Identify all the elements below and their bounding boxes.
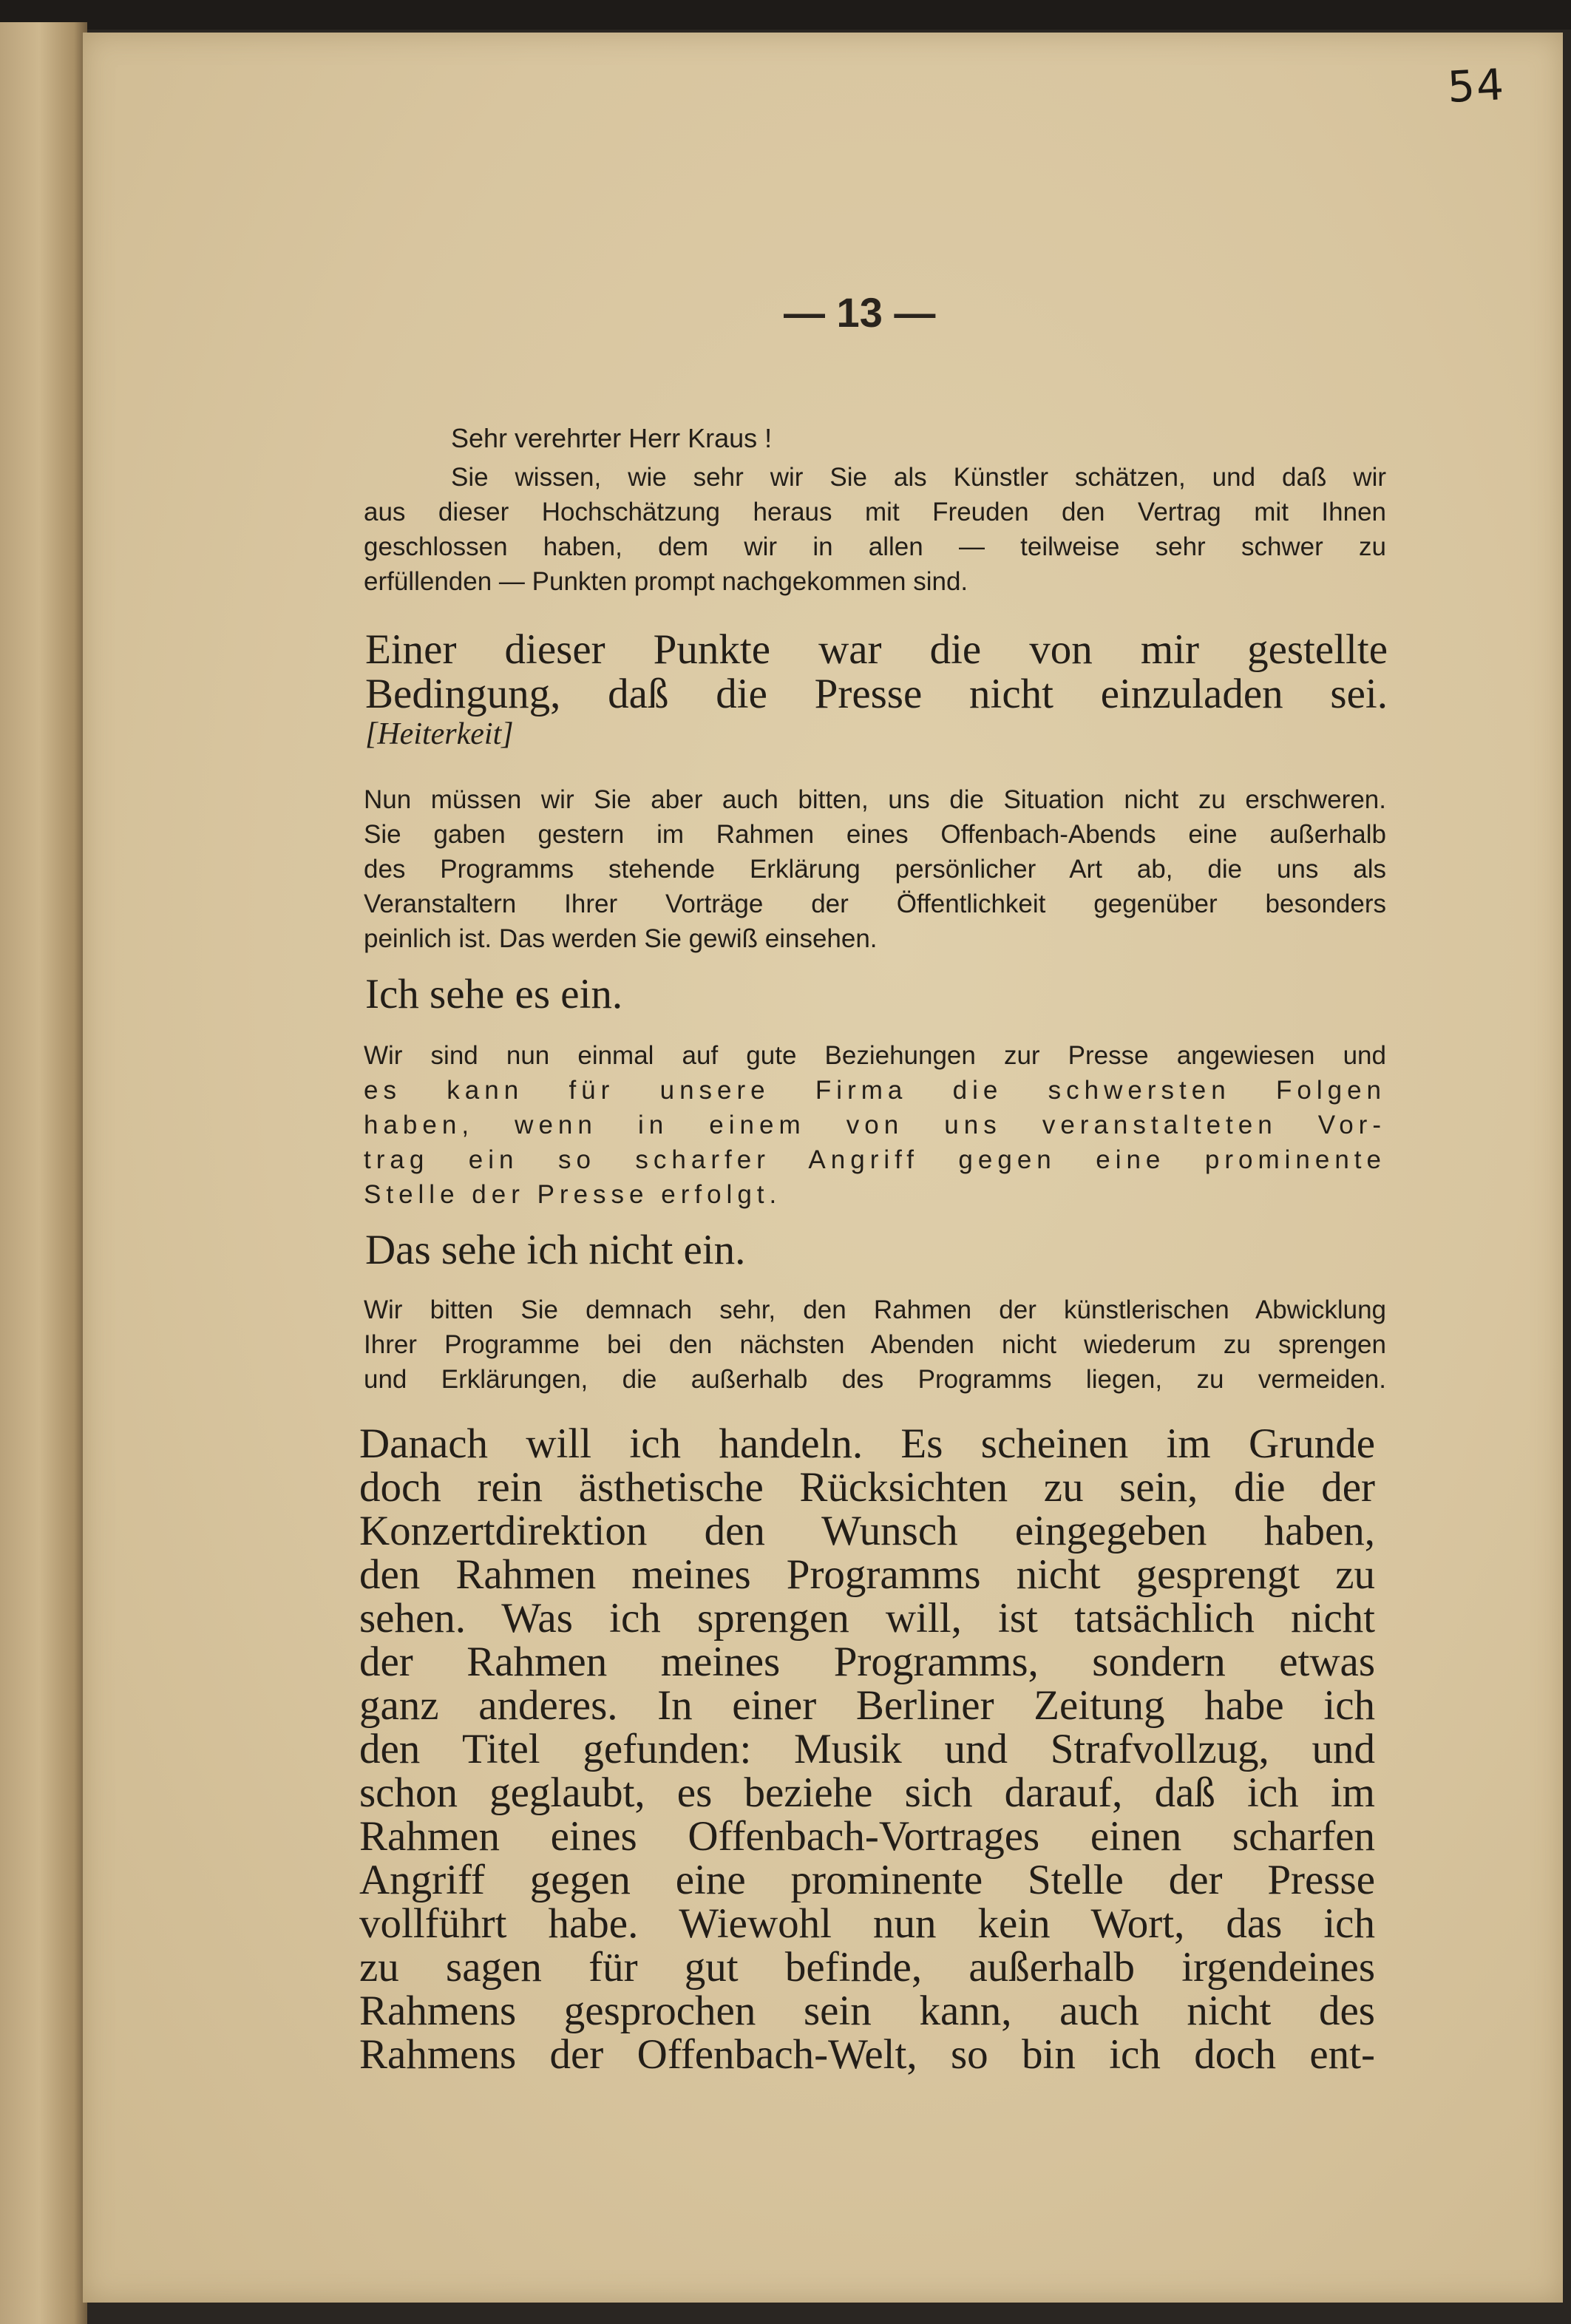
text-line: Rahmens gesprochen sein kann, auch nicht des <box>359 1988 1375 2034</box>
handwritten-folio-number: 54 <box>1446 59 1507 112</box>
text-line: Konzertdirektion den Wunsch eingegeben haben, <box>359 1508 1375 1554</box>
text-line: zu sagen für gut befinde, außerhalb irgendeines <box>359 1944 1375 1991</box>
text-line: vollführt habe. Wiewohl nun kein Wort, das ich <box>359 1900 1375 1947</box>
text-line: Wir bitten Sie demnach sehr, den Rahmen der künstlerischen Abwicklung <box>364 1295 1386 1324</box>
text-line: Nun müssen wir Sie aber auch bitten, uns die Situation nicht zu erschweren. <box>364 785 1386 814</box>
text-line: geschlossen haben, dem wir in allen — teilweise sehr schwer zu <box>364 532 1386 561</box>
page-number: — 13 — <box>784 289 936 336</box>
text-line: doch rein ästhetische Rücksichten zu sein, die der <box>359 1464 1375 1511</box>
text-line: Einer dieser Punkte war die von mir gestellte <box>365 626 1388 673</box>
text-line: Veranstaltern Ihrer Vorträge der Öffentlichkeit gegenüber besonders <box>364 890 1386 918</box>
scan-top-border <box>0 0 1571 30</box>
text-line: der Rahmen meines Programms, sondern etwas <box>359 1639 1375 1685</box>
letter-greeting: Sehr verehrter Herr Kraus ! <box>451 423 773 453</box>
text-line: Ihrer Programme bei den nächsten Abenden nicht wiederum zu sprengen <box>364 1330 1386 1359</box>
text-line: ganz anderes. In einer Berliner Zeitung habe ich <box>359 1682 1375 1729</box>
text-line: sehen. Was ich sprengen will, ist tatsächlich nicht <box>359 1595 1375 1642</box>
text-line: den Rahmen meines Programms nicht gesprengt zu <box>359 1551 1375 1598</box>
text-line: Wir sind nun einmal auf gute Beziehungen zur Presse angewiesen und <box>364 1041 1386 1070</box>
text-line: Angriff gegen eine prominente Stelle der Presse <box>359 1857 1375 1903</box>
stage-note: [Heiterkeit] <box>365 717 514 751</box>
text-line: es kann für unsere Firma die schwersten Folgen <box>364 1076 1386 1105</box>
text-line: haben, wenn in einem von uns veranstalteten Vor- <box>364 1111 1386 1139</box>
text-line: Rahmens der Offenbach-Welt, so bin ich doch ent- <box>359 2031 1375 2078</box>
text-line: trag ein so scharfer Angriff gegen eine prominente <box>364 1145 1386 1174</box>
speech-paragraph-2: Ich sehe es ein. <box>365 971 623 1017</box>
text-line: Bedingung, daß die Presse nicht einzuladen sei. <box>365 671 1388 717</box>
text-line: Danach will ich handeln. Es scheinen im Grunde <box>359 1420 1375 1467</box>
text-line: Rahmen eines Offenbach-Vortrages einen scharfen <box>359 1813 1375 1860</box>
speech-paragraph-3: Das sehe ich nicht ein. <box>365 1227 746 1273</box>
text-line: peinlich ist. Das werden Sie gewiß einsehen. <box>364 924 878 953</box>
text-line: den Titel gefunden: Musik und Strafvollzug, und <box>359 1726 1375 1772</box>
book-gutter <box>0 22 87 2324</box>
text-line: Sie wissen, wie sehr wir Sie als Künstler schätzen, und daß wir <box>451 463 1386 492</box>
text-line: Stelle der Presse erfolgt. <box>364 1180 782 1209</box>
text-line: Sie gaben gestern im Rahmen eines Offenbach-Abends eine außerhalb <box>364 820 1386 849</box>
text-line: des Programms stehende Erklärung persönlicher Art ab, die uns als <box>364 855 1386 884</box>
text-line: und Erklärungen, die außerhalb des Programms liegen, zu vermeiden. <box>364 1365 1386 1394</box>
text-line: schon geglaubt, es beziehe sich darauf, daß ich im <box>359 1769 1375 1816</box>
text-line: erfüllenden — Punkten prompt nachgekommen sind. <box>364 567 968 596</box>
text-line: aus dieser Hochschätzung heraus mit Freuden den Vertrag mit Ihnen <box>364 498 1386 526</box>
